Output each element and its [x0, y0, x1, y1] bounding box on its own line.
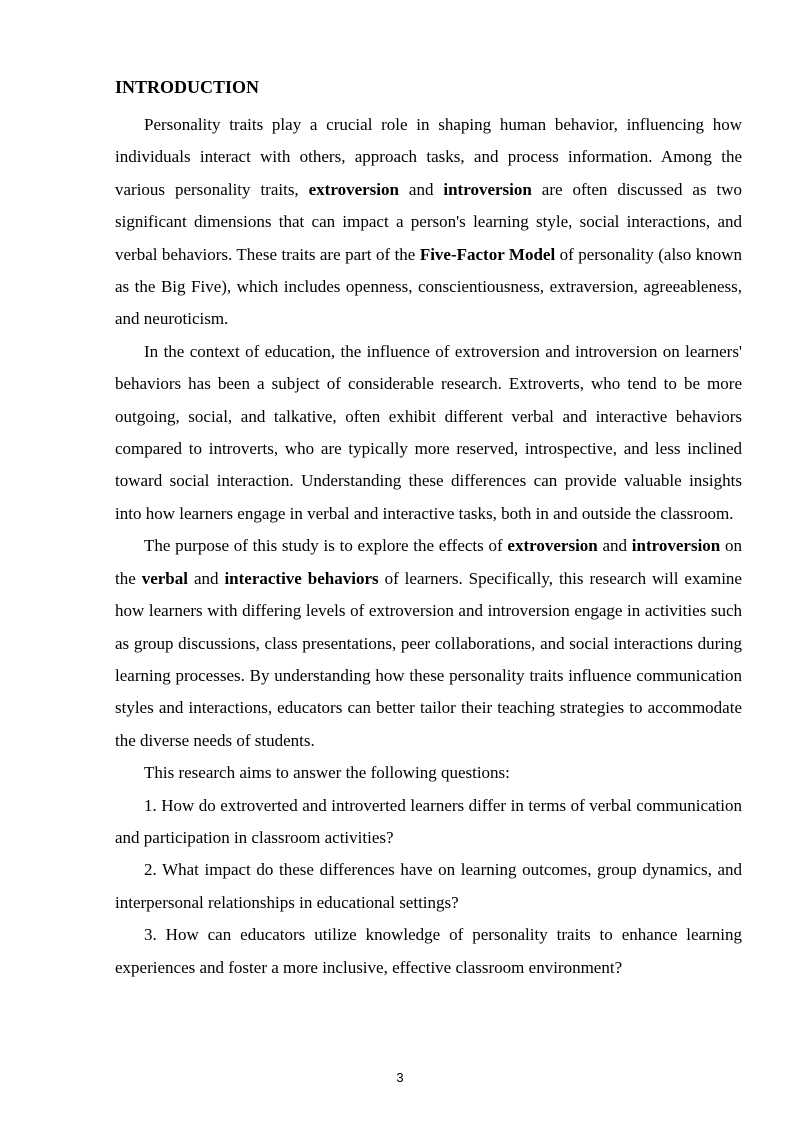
paragraph-text: The purpose of this study is to explore the effects of — [144, 536, 508, 556]
paragraph-text: and — [188, 568, 225, 588]
page-content — [115, 74, 742, 984]
research-question-2: 2. What impact do these differences have on learning outcomes, group dynamics, and interpersonal relationships in educational settings? — [115, 860, 742, 912]
paragraph-text: of learners. Specifically, this research will examine how learners with differing levels of extroversion and introversion engage in activities such as group discussions, class presentations, peer collaborations, and social interactions during learning processes. By understanding how these personality traits influence communication styles and interactions, educators can better tailor their teaching strategies to accommodate the diverse needs of students. — [115, 568, 742, 750]
paragraph-text: on the — [115, 536, 743, 588]
paragraph-text: are often discussed as two significant dimensions that can impact a person's learning style, social interactions, and verbal behaviors. These traits are part of the — [115, 179, 742, 264]
bold-term: Five-Factor Model — [419, 244, 556, 264]
bold-term: extroversion — [308, 179, 399, 199]
research-question-1: 1. How do extroverted and introverted learners differ in terms of verbal communication and participation in classroom activities? — [115, 795, 742, 847]
bold-term: interactive behaviors — [224, 568, 379, 588]
bold-term: introversion — [631, 536, 721, 556]
bold-term: introversion — [443, 179, 532, 199]
paragraph-text: and — [398, 179, 444, 199]
paragraph-intro — [115, 109, 742, 336]
paragraph-education-context: In the context of education, the influence of extroversion and introversion on learners' behaviors has been a subject of considerable research. Extroverts, who tend to be more outgoing, social, and talkative, often exhibit different verbal and interactive behaviors compared to introverts, who are typically more reserved, introspective, and less inclined toward social interaction. Understanding these differences can provide valuable insights into how learners engage in verbal and interactive tasks, both in and outside the classroom. — [115, 341, 742, 523]
paragraph-text: Personality traits play a crucial role in shaping human behavior, influencing how individuals interact with others, approach tasks, and process information. Among the various personality traits, — [115, 115, 742, 199]
research-question-3: 3. How can educators utilize knowledge of personality traits to enhance learning experiences and foster a more inclusive, effective classroom environment? — [115, 925, 742, 977]
section-heading: INTRODUCTION — [115, 77, 260, 97]
paragraph-text: of personality (also known as the Big Five), which includes openness, conscientiousness, extraversion, agreeableness, and neuroticism. — [115, 244, 743, 329]
bold-term: verbal — [141, 568, 188, 588]
paragraph-text: and — [597, 536, 632, 556]
bold-term: extroversion — [507, 536, 598, 556]
page-number: 3 — [396, 1070, 404, 1085]
paragraph-questions-intro: This research aims to answer the following questions: — [144, 763, 510, 783]
paragraph-purpose — [115, 530, 742, 757]
